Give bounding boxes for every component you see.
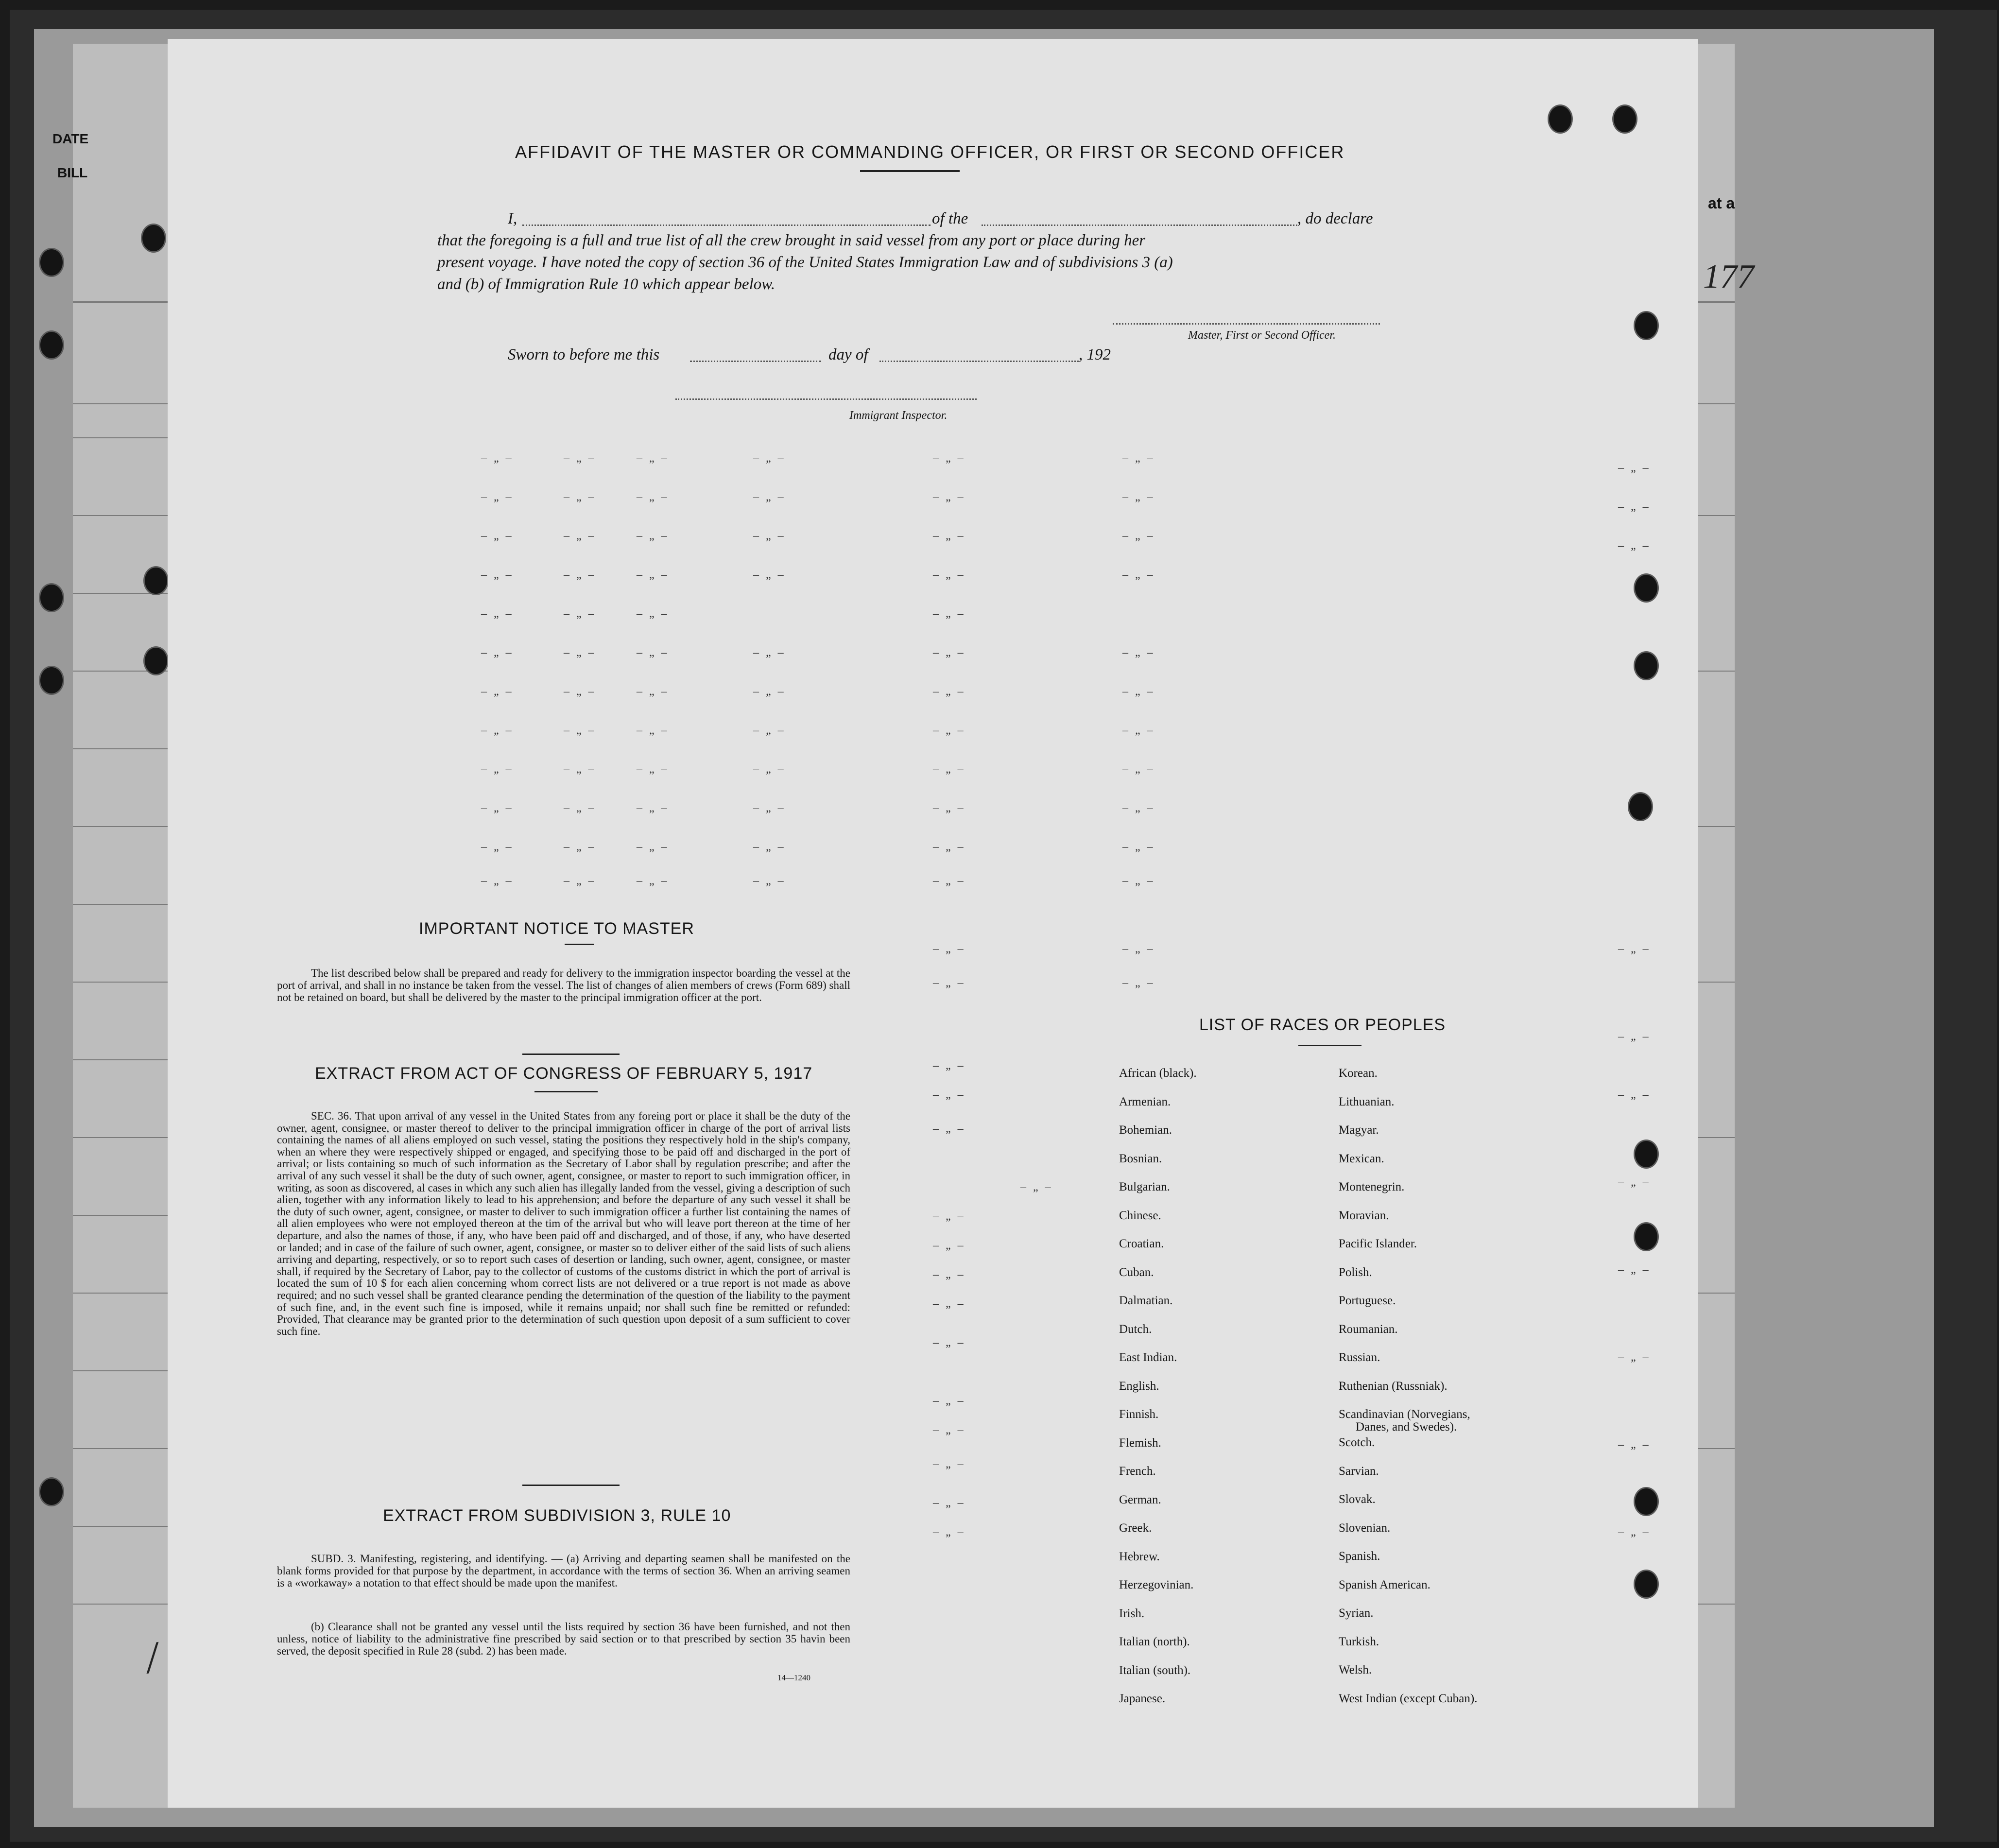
race-item: French. (1119, 1465, 1156, 1478)
form-number: 14—1240 (777, 1673, 810, 1682)
race-item: Mexican. (1339, 1152, 1384, 1165)
title-underline (860, 170, 960, 172)
vessel-name-field[interactable] (982, 225, 1297, 226)
races-underline (1298, 1045, 1361, 1046)
affidavit-sheet (168, 39, 1698, 1808)
race-item: Irish. (1119, 1606, 1145, 1620)
declaration-do-declare: , do declare (1297, 210, 1373, 227)
punch-hole-icon (1612, 104, 1637, 134)
punch-hole-icon (39, 583, 64, 612)
race-item: Sarvian. (1339, 1464, 1379, 1478)
sworn-year: , 192 (1079, 346, 1111, 363)
race-item: East Indian. (1119, 1351, 1177, 1364)
race-item: African (black). (1119, 1067, 1197, 1080)
notice-underline (565, 944, 594, 945)
punch-hole-icon (1634, 573, 1659, 603)
race-item: Cuban. (1119, 1265, 1154, 1279)
rule-extract-heading: EXTRACT FROM SUBDIVISION 3, RULE 10 (383, 1506, 731, 1525)
punch-hole-icon (143, 646, 169, 675)
race-item: Polish. (1339, 1265, 1372, 1279)
race-item: Slovenian. (1339, 1521, 1391, 1535)
race-item: Bosnian. (1119, 1152, 1162, 1165)
punch-hole-icon (143, 566, 169, 595)
affidavit-title: AFFIDAVIT OF THE MASTER OR COMMANDING OFFICER, OR FIRST OR SECOND OFFICER (515, 142, 1345, 162)
races-heading: LIST OF RACES OR PEOPLES (1199, 1016, 1446, 1034)
race-item: Pacific Islander. (1339, 1237, 1417, 1250)
notice-body: The list described below shall be prepared and ready for delivery to the immigration inspector boarding the vessel at the port of arrival, and shall in no instance be taken from the vessel. The list of changes of alien members of crews (Form 689) shall not be retained on board, but shall be delivered by the master to the principal immigration officer at the port. (277, 967, 850, 1003)
divider-rule (522, 1054, 620, 1055)
punch-hole-icon (1634, 1487, 1659, 1516)
punch-hole-icon (1634, 311, 1659, 340)
sworn-text: Sworn to before me this (508, 346, 660, 363)
race-item: English. (1119, 1379, 1159, 1393)
punch-hole-icon (141, 224, 166, 253)
race-item: Croatian. (1119, 1237, 1164, 1250)
race-item: Portuguese. (1339, 1294, 1396, 1307)
declaration-of-the: of the (932, 210, 968, 227)
punch-hole-icon (1548, 104, 1573, 134)
sworn-day-field[interactable] (690, 361, 821, 362)
race-item: Chinese. (1119, 1209, 1161, 1222)
race-item: Danes, and Swedes). (1356, 1420, 1457, 1433)
master-signature-caption: Master, First or Second Officer. (1188, 329, 1336, 342)
race-item: West Indian (except Cuban). (1339, 1692, 1478, 1705)
race-item: Armenian. (1119, 1095, 1171, 1108)
race-item: Roumanian. (1339, 1322, 1398, 1336)
race-item: Korean. (1339, 1067, 1378, 1080)
punch-hole-icon (39, 248, 64, 277)
race-item: German. (1119, 1493, 1161, 1506)
act-extract-heading: EXTRACT FROM ACT OF CONGRESS OF FEBRUARY 5, 1917 (315, 1064, 813, 1083)
handwritten-mark: / (141, 1633, 162, 1683)
race-item: Magyar. (1339, 1123, 1379, 1137)
declaration-line-3: present voyage. I have noted the copy of section 36 of the United States Immigration Law and of subdivisions 3 (a) (437, 254, 1173, 271)
race-item: Ruthenian (Russniak). (1339, 1379, 1448, 1393)
notice-heading: IMPORTANT NOTICE TO MASTER (419, 919, 694, 938)
master-signature-field[interactable] (1113, 323, 1380, 325)
race-item: Montenegrin. (1339, 1180, 1405, 1193)
race-item: Welsh. (1339, 1663, 1372, 1676)
punch-hole-icon (39, 330, 64, 360)
race-item: Scotch. (1339, 1436, 1375, 1449)
race-item: Italian (south). (1119, 1663, 1191, 1677)
race-item: Scandinavian (Norvegians, (1339, 1408, 1470, 1421)
race-item: Hebrew. (1119, 1550, 1160, 1563)
race-item: Italian (north). (1119, 1635, 1190, 1648)
rule-extract-para-b: (b) Clearance shall not be granted any vessel until the lists required by section 36 have been furnished, and not then unless, notice of liability to the administrative fine prescribed by said section or to that prescribed by section 35 havin been served, the deposit specified in Rule 28 (subd. 2) has been made. (277, 1621, 850, 1657)
race-item: Moravian. (1339, 1209, 1389, 1222)
race-item: Japanese. (1119, 1692, 1166, 1705)
declaration-line-2: that the foregoing is a full and true list of all the crew brought in said vessel from any port or place during her (437, 232, 1146, 249)
act-extract-body: SEC. 36. That upon arrival of any vessel in the United States from any foreing port or place it shall be the duty of the owner, agent, consignee, or master thereof to deliver to the principal immigration officer in charge of the port of arrival lists containing the names of all aliens employed on such vessel, stating the positions they respectively hold in the ship's company, when an where they were respectively shipped or engaged, and specifying those to be paid off and discharged in the port of arrival; or lists containing so much of such information as the Secretary of Labor shall by regulation prescribe; and after the arrival of any such vessel it shall be the duty of such owner, agent, consignee, or master to report to such immigration officer, in writing, as soon as discovered, al cases in which any such alien has illegally landed from the vessel, giving a description of such alien, together with any information likely to lead to his apprehension; and before the departure of any such vessel it shall be the duty of such owner, agent, consignee, or master to deliver to such immigration officer a further list containing the names of all alien employees who were not employed thereon at the tim of the arrival but who will leave port thereon at the time of her departure, and also the names of those, if any, who have been paid off and discharged, and of those, if any, who have deserted or landed; and in case of the failure of such owner, agent, consignee, or master so to deliver either of the said lists of such aliens arriving and departing, respectively, or so to report such cases of desertion or landing, such owner, agent, consignee, or master shall, if required by the Secretary of Labor, pay to the collector of customs of the customs district in which the port of arrival is located the sum of 10 $ for each alien concerning whom correct lists are not delivered or a true report is not made as above required; and no such vessel shall be granted clearance pending the determination of the question of the liability to the payment of such fine, and, in the event such fine is imposed, while it remains unpaid; nor shall such fine be remitted or refunded: Provided, That clearance may be granted prior to the determination of such question upon deposit of a sum sufficient to cover such fine. (277, 1110, 850, 1337)
margin-handwritten-number: 177 (1703, 258, 1754, 295)
act-extract-underline (534, 1091, 598, 1092)
race-item: Lithuanian. (1339, 1095, 1395, 1108)
race-item: Spanish American. (1339, 1578, 1430, 1591)
inspector-signature-field[interactable] (675, 398, 977, 400)
race-item: Russian. (1339, 1351, 1380, 1364)
punch-hole-icon (1628, 792, 1653, 821)
race-item: Herzegovinian. (1119, 1578, 1194, 1591)
race-item: Dalmatian. (1119, 1294, 1173, 1307)
sworn-day-of: day of (828, 346, 868, 363)
officer-name-field[interactable] (522, 225, 931, 226)
inspector-caption: Immigrant Inspector. (849, 409, 948, 422)
punch-hole-icon (39, 666, 64, 695)
sworn-month-field[interactable] (879, 361, 1079, 362)
race-item: Turkish. (1339, 1635, 1379, 1648)
race-item: Flemish. (1119, 1436, 1161, 1450)
punch-hole-icon (1634, 1570, 1659, 1599)
divider-rule (522, 1485, 620, 1486)
race-item: Syrian. (1339, 1606, 1374, 1620)
race-item: Spanish. (1339, 1550, 1380, 1563)
declaration-line-4: and (b) of Immigration Rule 10 which appear below. (437, 276, 775, 293)
margin-bill-label: BILL (57, 165, 88, 180)
race-item: Bulgarian. (1119, 1180, 1170, 1193)
punch-hole-icon (39, 1477, 64, 1506)
margin-at-a-text: at a (1708, 194, 1735, 212)
punch-hole-icon (1634, 1140, 1659, 1169)
punch-hole-icon (1634, 651, 1659, 680)
punch-hole-icon (1634, 1222, 1659, 1251)
race-item: Bohemian. (1119, 1123, 1172, 1137)
margin-date-label: DATE (52, 131, 89, 146)
rule-extract-para-a: SUBD. 3. Manifesting, registering, and identifying. — (a) Arriving and departing seamen shall be manifested on the blank forms provided for that purpose by the department, in accordance with the terms of section 36. When an arriving seamen is a «workaway» a notation to that effect should be made upon the manifest. (277, 1553, 850, 1589)
race-item: Dutch. (1119, 1322, 1152, 1336)
declaration-i: I, (508, 210, 517, 227)
race-item: Finnish. (1119, 1408, 1159, 1421)
race-item: Greek. (1119, 1521, 1152, 1535)
race-item: Slovak. (1339, 1493, 1376, 1506)
